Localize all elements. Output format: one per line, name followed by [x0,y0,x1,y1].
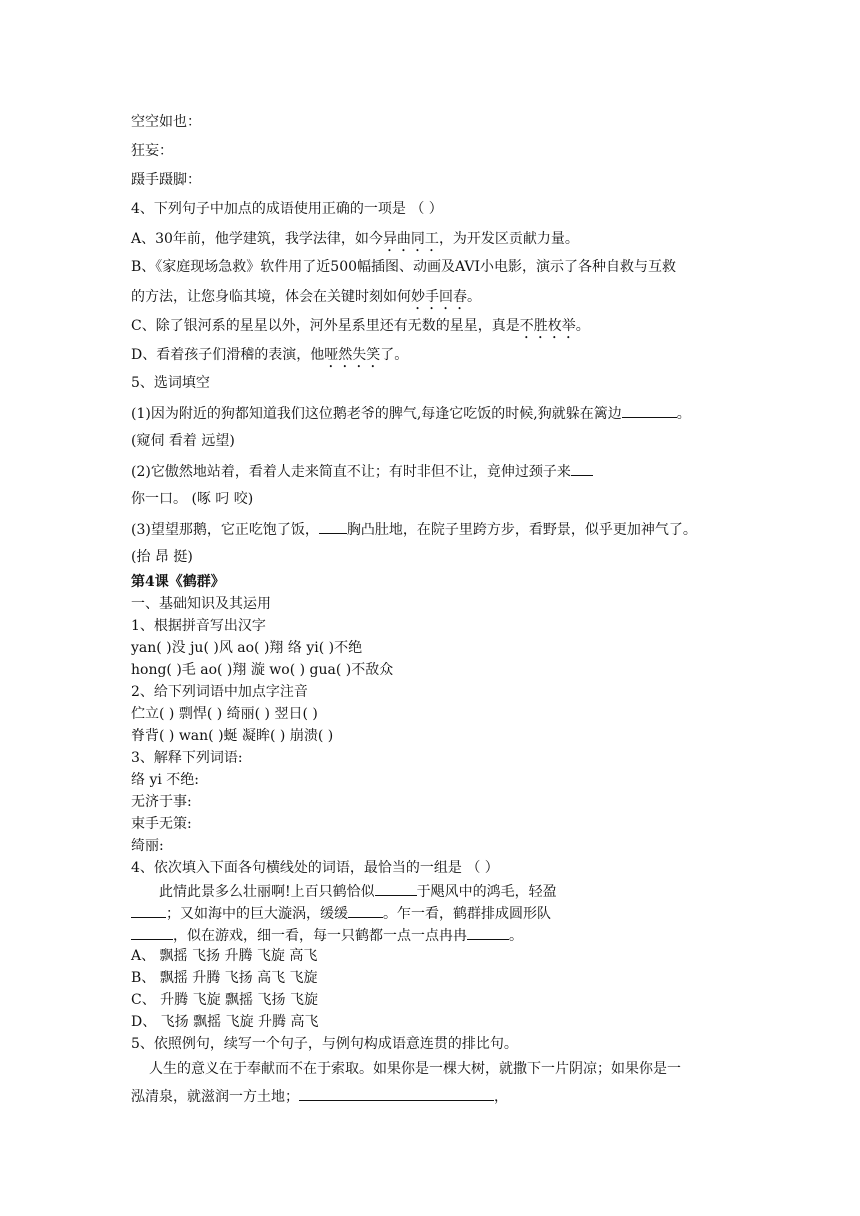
answer-blank[interactable] [319,521,347,534]
lesson-title: 第4课《鹤群》 [131,574,225,590]
answer-blank[interactable] [467,927,509,940]
fill-sentence-2 [131,463,593,479]
sentence-1-end: 。 [676,406,691,422]
option-a-dotted-idiom: 异曲同工 [382,231,439,247]
example-end: ， [494,1089,508,1105]
option-a-text-end: ，为开发区贡献力量。 [438,231,579,247]
pinyin-row-2: hong( )毛 ao( )翔 漩 wo( ) gua( )不敌众 [131,662,394,678]
option-a-text-start: A、30年前，他学建筑，我学法律，如今 [131,231,383,247]
option-b-dotted-idiom: 妙手回春 [411,289,467,305]
example-sentence-line-2 [131,1088,508,1104]
question-4-stem: 4、下列句子中加点的成语使用正确的一项是 （ ） [131,201,443,217]
answer-blank[interactable] [131,927,173,940]
option-c-dotted-idiom: 不胜枚举 [519,318,576,334]
choice-a: A、 飘摇 飞扬 升腾 飞旋 高飞 [131,948,318,964]
explain-item: 络 yi 不绝: [131,772,200,788]
option-d-dotted-idiom: 哑然失笑 [324,347,381,363]
fill-sentence-1 [131,405,691,421]
sentence-2-continued: 你一口。 (啄 叼 咬) [131,491,254,507]
option-c-text-start: C、除了银河系的星星以外，河外星系里还有无数的星星，真是 [131,318,520,334]
vocab-item: 狂妄： [131,143,173,159]
answer-blank[interactable] [348,905,383,918]
choice-d: D、 飞扬 飘摇 飞旋 升腾 高飞 [131,1014,319,1030]
choice-c: C、 升腾 飞旋 飘摇 飞扬 飞旋 [131,992,318,1008]
passage-line-1 [159,883,557,899]
option-b-text-start: 的方法，让您身临其境，体会在关键时刻如何 [131,289,411,305]
answer-blank[interactable] [622,405,677,418]
pinyin-question-1: 1、根据拼音写出汉字 [131,618,266,634]
pinyin-row-1: yan( )没 ju( )风 ao( )翔 络 yi( )不绝 [131,640,363,656]
sentence-1-text: (1)因为附近的狗都知道我们这位鹅老爷的脾气,每逢它吃饭的时候,狗就躲在篱边 [131,406,622,422]
passage-text: 于飓风中的鸿毛，轻盈 [416,884,557,900]
passage-text: ；又如海中的巨大漩涡，缓缓 [166,906,348,922]
example-sentence-line-1: 人生的意义在于奉献而不在于索取。如果你是一棵大树，就撒下一片阴凉；如果你是一 [149,1061,681,1077]
explain-item: 束手无策: [131,816,192,832]
answer-blank[interactable] [571,463,593,476]
option-b-text-end: 。 [467,289,481,305]
explain-item: 无济于事: [131,794,192,810]
parallelism-question-5: 5、依照例句，续写一个句子，与例句构成语意连贯的排比句。 [131,1036,518,1052]
answer-blank[interactable] [375,883,417,896]
phonetic-question-2: 2、给下列词语中加点字注音 [131,684,308,700]
vocab-item: 空空如也： [131,114,201,130]
option-d-text-end: 了。 [380,347,409,363]
passage-line-2 [131,905,551,921]
question-5-stem: 5、选词填空 [131,375,210,391]
passage-text: 。 [509,928,523,944]
sentence-3-text-end: 胸凸肚地，在院子里跨方步，看野景，似乎更加神气了。 [346,522,697,538]
option-a [131,231,579,255]
phonetic-row-1: 伫立( ) 剽悍( ) 绮丽( ) 翌日( ) [131,706,318,722]
option-b-line2 [131,289,481,313]
option-b-line1: B、《家庭现场急救》软件用了近500幅插图、动画及AVI小电影，演示了各种自救与互救 [131,259,677,275]
vocab-item: 蹑手蹑脚： [131,172,201,188]
explain-item: 绮丽: [131,838,164,854]
fill-question-4: 4、依次填入下面各句横线处的词语，最恰当的一组是 （ ） [131,860,499,876]
choice-b: B、 飘摇 升腾 飞扬 高飞 飞旋 [131,970,318,986]
sentence-3-options: (抬 昂 挺) [131,549,193,565]
fill-sentence-3 [131,521,697,537]
explain-question-3: 3、解释下列词语: [131,750,243,766]
passage-text: ，似在游戏，细一看，每一只鹤都一点一点冉冉 [173,928,467,944]
option-d-text-start: D、看着孩子们滑稽的表演，他 [131,347,325,363]
passage-text: 。乍一看，鹤群排成圆形队 [383,906,551,922]
section-heading: 一、基础知识及其运用 [131,596,271,612]
passage-line-3 [131,927,523,943]
answer-blank[interactable] [131,905,166,918]
option-d [131,347,408,371]
option-c [131,318,590,342]
sentence-2-text: (2)它傲然地站着，看着人走来简直不让；有时非但不让，竟伸过颈子来 [131,464,571,480]
example-text: 泓清泉，就滋润一方土地； [131,1089,299,1105]
answer-blank[interactable] [299,1088,494,1101]
phonetic-row-2: 脊背( ) wan( )蜒 凝眸( ) 崩溃( ) [131,728,334,744]
option-c-text-end: 。 [575,318,590,334]
passage-text: 此情此景多么壮丽啊!上百只鹤恰似 [159,884,375,900]
sentence-3-text-start: (3)望望那鹅，它正吃饱了饭， [131,522,319,538]
sentence-1-options: (窥伺 看着 远望) [131,433,235,449]
